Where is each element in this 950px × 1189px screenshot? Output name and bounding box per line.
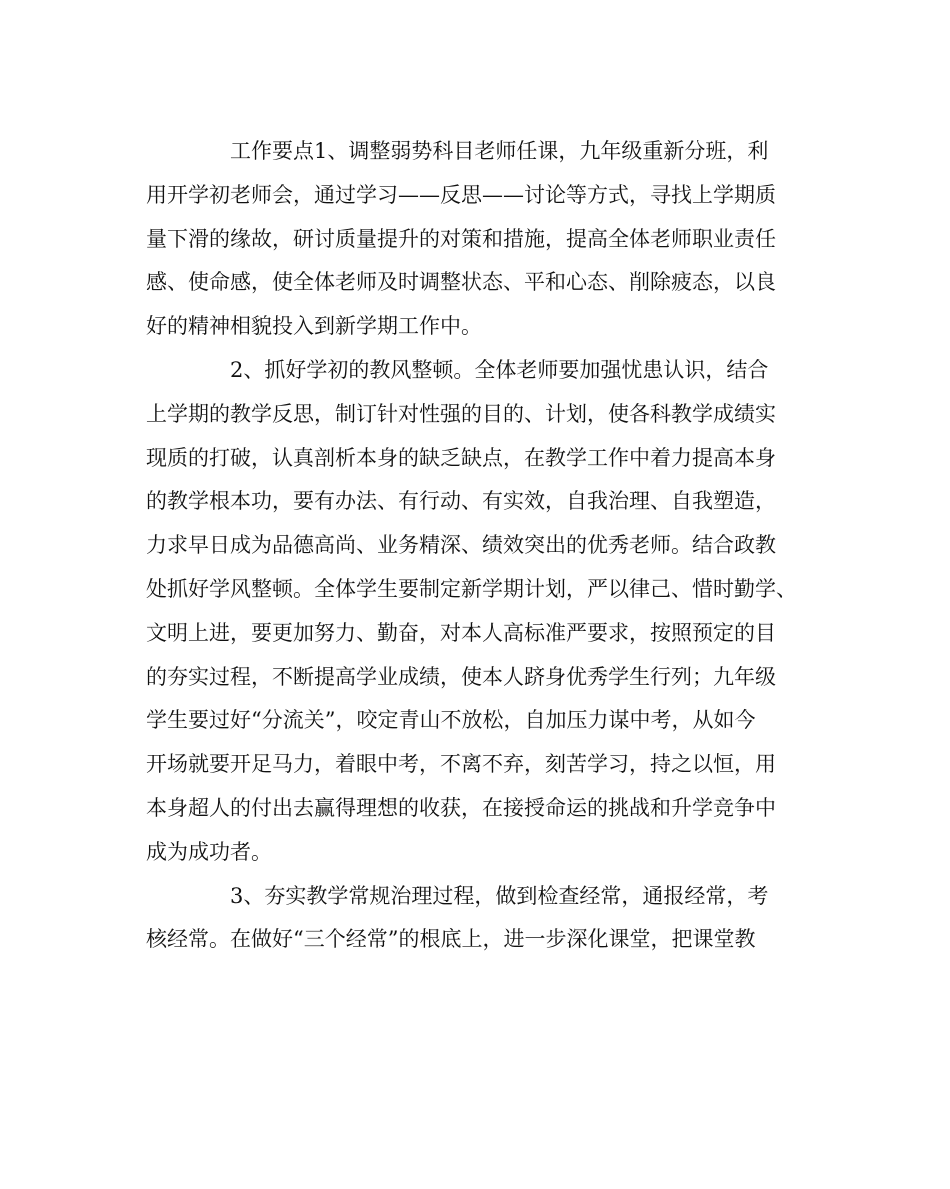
text-line: 核经常。在做好“三个经常”的根底上，进一步深化课堂，把课堂教 — [146, 927, 756, 952]
text-line: 成为成功者。 — [146, 839, 272, 864]
text-line: 好的精神相貌投入到新学期工作中。 — [146, 314, 482, 339]
text-line: 处抓好学风整顿。全体学生要制定新学期计划，严以律己、惜时勤学、 — [146, 576, 797, 601]
text-line: 的教学根本功，要有办法、有行动、有实效，自我治理、自我塑造， — [146, 489, 776, 514]
text-line: 上学期的教学反思，制订针对性强的目的、计划，使各科教学成绩实 — [146, 401, 776, 426]
text-line: 文明上进，要更加努力、勤奋，对本人高标准严要求，按照预定的目 — [146, 620, 776, 645]
paragraph-3 — [146, 875, 826, 963]
text-line: 开场就要开足马力，着眼中考，不离不弃，刻苦学习，持之以恒，用 — [146, 752, 776, 777]
text-line: 力求早日成为品德高尚、业务精深、绩效突出的优秀老师。结合政教 — [146, 533, 776, 558]
text-line: 本身超人的付出去赢得理想的收获，在接授命运的挑战和升学竞争中 — [146, 795, 776, 820]
text-line: 工作要点1、调整弱势科目老师任课，九年级重新分班，利 — [230, 139, 769, 163]
text-line: 现质的打破，认真剖析本身的缺乏缺点，在教学工作中着力提高本身 — [146, 445, 776, 470]
text-line: 学生要过好“分流关”，咬定青山不放松，自加压力谋中考，从如今 — [146, 708, 756, 733]
document-body — [146, 130, 826, 962]
paragraph-1 — [146, 130, 826, 349]
text-line: 感、使命感，使全体老师及时调整状态、平和心态、削除疲态，以良 — [146, 270, 776, 295]
text-line: 2、抓好学初的教风整顿。全体老师要加强忧患认识，结合 — [230, 357, 769, 382]
text-line: 用开学初老师会，通过学习——反思——讨论等方式，寻找上学期质 — [146, 182, 776, 207]
paragraph-2 — [146, 349, 826, 875]
text-line: 的夯实过程，不断提高学业成绩，使本人跻身优秀学生行列；九年级 — [146, 664, 776, 689]
text-line: 量下滑的缘故，研讨质量提升的对策和措施，提高全体老师职业责任 — [146, 226, 776, 251]
text-line: 3、夯实教学常规治理过程，做到检查经常，通报经常，考 — [230, 883, 769, 908]
